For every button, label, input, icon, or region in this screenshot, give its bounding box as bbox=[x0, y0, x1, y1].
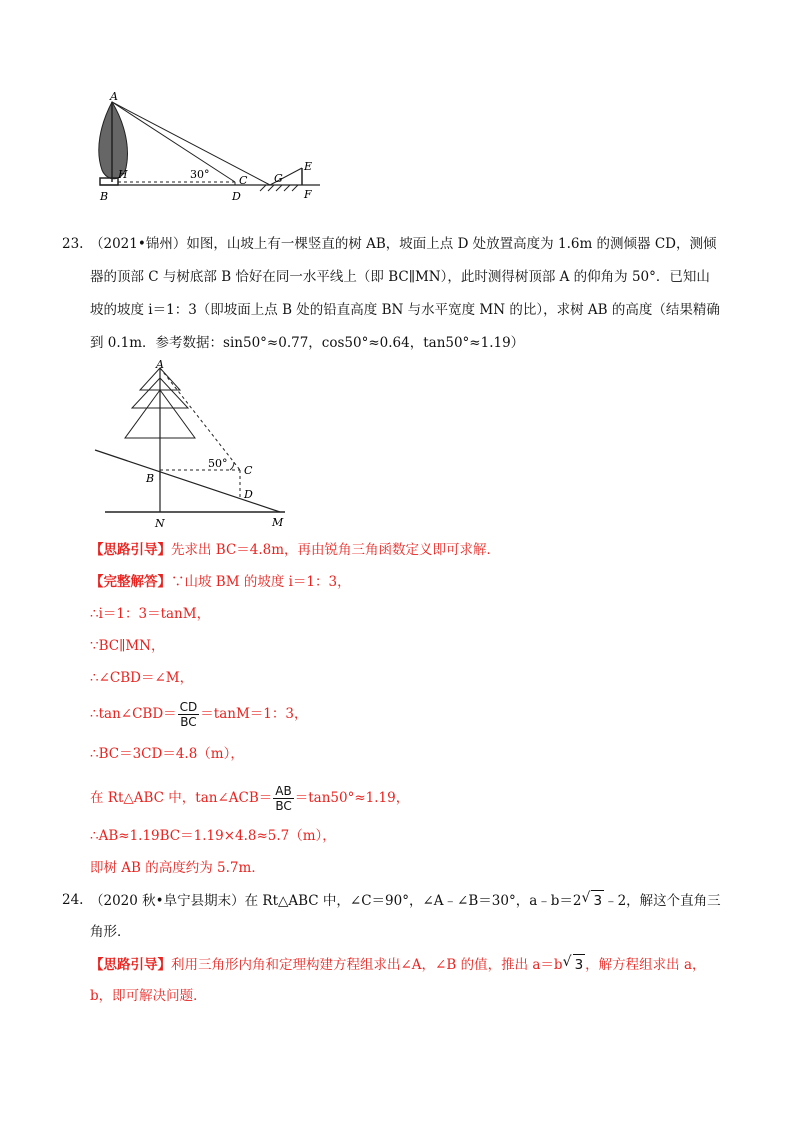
q23-line-4: 到 0.1m．参考数据：sin50°≈0.77，cos50°≈0.64，tan50°≈1.19） bbox=[90, 335, 525, 351]
label-d: D bbox=[232, 190, 241, 203]
q24-line-1-pre: （2020 秋•阜宁县期末）在 Rt△ABC 中，∠C＝90°，∠A﹣∠B＝30°，a﹣b＝2 bbox=[90, 893, 582, 909]
figure-tree-angle-30 bbox=[90, 90, 330, 205]
answer-6-pre: 在 Rt△ABC 中，tan∠ACB＝ bbox=[90, 790, 273, 806]
label-n: N bbox=[155, 517, 165, 530]
hint-text: 先求出 BC＝4.8m，再由锐角三角函数定义即可求解． bbox=[171, 542, 501, 558]
q24-line-1 bbox=[90, 890, 721, 911]
q23-answer-8: 即树 AB 的高度约为 5.7m． bbox=[90, 860, 265, 876]
sight-line-1 bbox=[112, 102, 235, 182]
q23-answer-6 bbox=[90, 784, 409, 813]
hint-tag: 【思路引导】 bbox=[90, 957, 171, 973]
sqrt-3: √ 3 bbox=[591, 890, 604, 911]
fraction-numerator: AB bbox=[275, 784, 292, 798]
q23-line-3: 坡的坡度 i＝1：3（即坡面上点 B 处的铅直高度 BN 与水平宽度 MN 的比），求树 AB 的高度（结果精确 bbox=[90, 302, 720, 318]
q23-answer-2: ∵BC∥MN， bbox=[90, 638, 165, 654]
q24-number: 24. bbox=[62, 892, 84, 908]
answer-tag: 【完整解答】 bbox=[90, 574, 171, 590]
fraction-denominator: BC bbox=[275, 799, 292, 813]
q23-line-1: （2021•锦州）如图，山坡上有一棵竖直的树 AB，坡面上点 D 处放置高度为 1.6m 的测倾器 CD，测倾 bbox=[90, 236, 717, 252]
q24-line-1-post: ﹣2，解这个直角三 bbox=[604, 893, 721, 909]
label-h: H bbox=[118, 168, 128, 181]
label-angle-50: 50° bbox=[208, 457, 228, 470]
q23-answer-4 bbox=[90, 700, 307, 729]
label-a: A bbox=[110, 90, 118, 103]
q24-line-2: 角形． bbox=[90, 924, 131, 940]
label-angle-30: 30° bbox=[190, 168, 210, 181]
dashed-ac bbox=[160, 368, 240, 470]
q23-hint bbox=[90, 540, 500, 560]
label-c2: C bbox=[244, 464, 253, 477]
answer-6-post: ＝tan50°≈1.19， bbox=[294, 790, 410, 806]
label-b: B bbox=[100, 190, 109, 203]
label-e: E bbox=[304, 160, 313, 173]
q23-answer-5: ∴BC＝3CD＝4.8（m）， bbox=[90, 746, 244, 762]
figure-tree-slope-50 bbox=[90, 360, 300, 530]
label-d2: D bbox=[244, 488, 253, 501]
fraction-ab-bc bbox=[273, 784, 293, 813]
fraction-numerator: CD bbox=[179, 700, 198, 714]
fraction-cd-bc bbox=[178, 700, 200, 729]
q23-line-2: 器的顶部 C 与树底部 B 恰好在同一水平线上（即 BC∥MN），此时测得树顶部 A 的仰角为 50°．已知山 bbox=[90, 269, 710, 285]
label-g: G bbox=[274, 172, 283, 185]
label-f: F bbox=[304, 188, 312, 201]
answer-step-0: ∵山坡 BM 的坡度 i＝1：3， bbox=[171, 574, 351, 590]
label-m: M bbox=[272, 516, 284, 529]
q23-answer-7: ∴AB≈1.19BC＝1.19×4.8≈5.7（m）， bbox=[90, 828, 336, 844]
q23-number: 23. bbox=[62, 236, 84, 252]
label-a2: A bbox=[156, 360, 164, 371]
q23-answer-0 bbox=[90, 572, 351, 592]
q23-answer-3: ∴∠CBD＝∠M， bbox=[90, 670, 194, 686]
ground-hatching bbox=[260, 185, 298, 191]
q24-hint-2: b，即可解决问题． bbox=[90, 988, 207, 1004]
q24-hint bbox=[90, 954, 706, 975]
label-b2: B bbox=[146, 472, 155, 485]
q23-answer-1: ∴i＝1：3＝tanM， bbox=[90, 606, 211, 622]
hint-tag: 【思路引导】 bbox=[90, 542, 171, 558]
angle-arc bbox=[230, 462, 234, 470]
hint-text-pre: 利用三角形内角和定理构建方程组求出∠A，∠B 的值，推出 a＝b bbox=[171, 957, 563, 973]
answer-4-post: ＝tanM＝1：3， bbox=[200, 706, 308, 722]
answer-4-pre: ∴tan∠CBD＝ bbox=[90, 706, 177, 722]
slope-line bbox=[95, 450, 280, 512]
fraction-denominator: BC bbox=[180, 715, 197, 729]
label-c: C bbox=[239, 174, 248, 187]
hint-text-post: ，解方程组求出 a， bbox=[585, 957, 706, 973]
sqrt-3: √ 3 bbox=[573, 954, 586, 975]
